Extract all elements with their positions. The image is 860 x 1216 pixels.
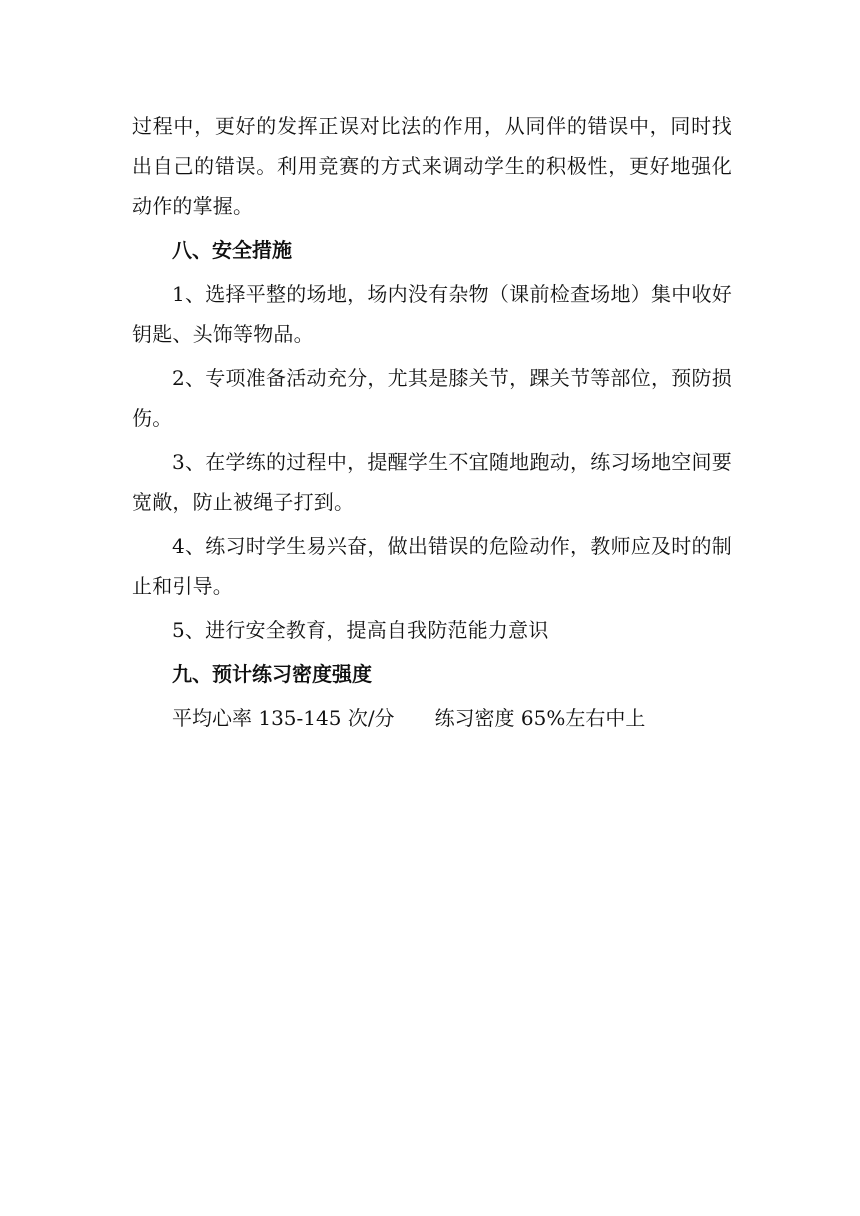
safety-item-2: 2、专项准备活动充分，尤其是膝关节，踝关节等部位，预防损伤。 [132,366,732,430]
density-intensity-line [132,698,732,738]
practice-density-text: 练习密度 65%左右中上 [434,706,646,730]
safety-item-3: 3、在学练的过程中，提醒学生不宜随地跑动，练习场地空间要宽敞，防止被绳子打到。 [132,450,732,514]
section-heading-density: 九、预计练习密度强度 [172,662,372,686]
safety-item-1: 1、选择平整的场地，场内没有杂物（课前检查场地）集中收好钥匙、头饰等物品。 [132,282,732,346]
section-heading-safety: 八、安全措施 [172,238,292,262]
safety-item-4: 4、练习时学生易兴奋，做出错误的危险动作，教师应及时的制止和引导。 [132,534,732,598]
safety-item-5: 5、进行安全教育，提高自我防范能力意识 [172,618,549,642]
heart-rate-text: 平均心率 135-145 次/分 [172,706,395,730]
continuation-paragraph: 过程中，更好的发挥正误对比法的作用，从同伴的错误中，同时找出自己的错误。利用竞赛的方式来调动学生的积极性，更好地强化动作的掌握。 [132,114,732,218]
document-body [132,106,732,758]
